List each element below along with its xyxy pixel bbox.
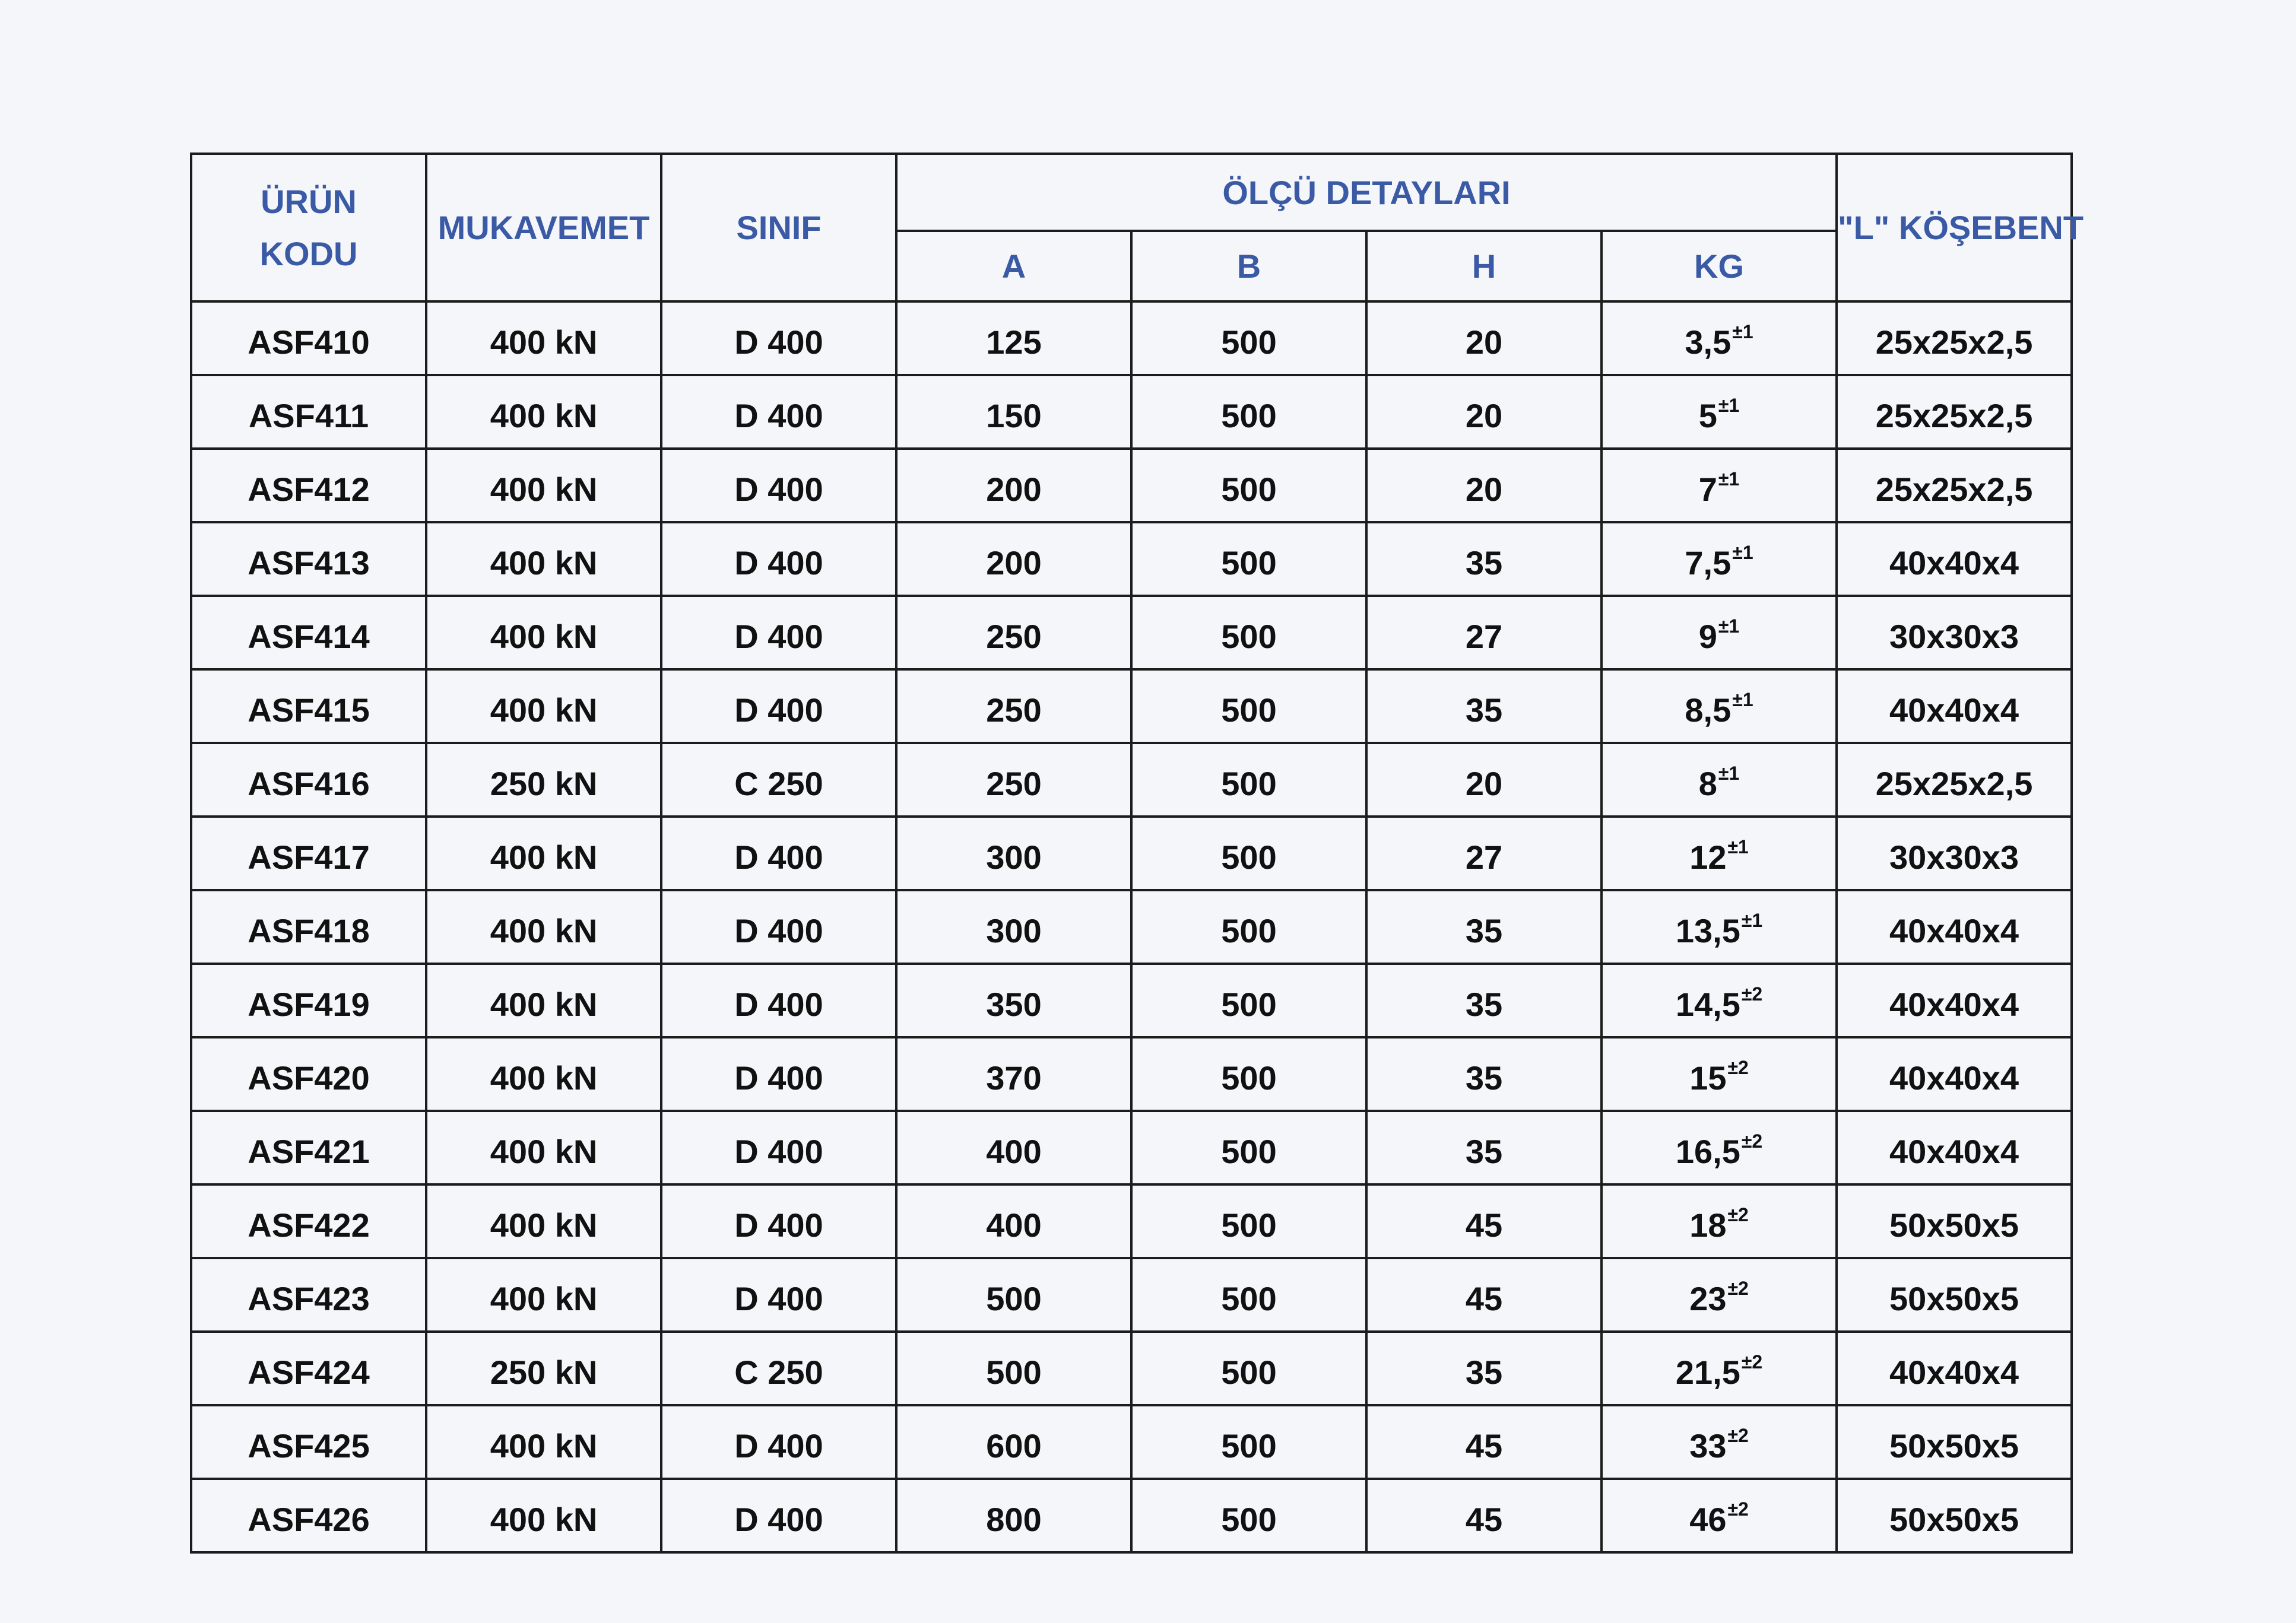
- weight-tolerance: ±2: [1727, 1424, 1749, 1446]
- cell-dim-b: 500: [1131, 817, 1366, 890]
- cell-strength: 400 kN: [426, 375, 661, 449]
- cell-dim-a: 800: [896, 1479, 1131, 1552]
- weight-value: 3,5: [1685, 323, 1731, 361]
- cell-class: D 400: [661, 890, 896, 964]
- cell-angle-iron: 40x40x4: [1837, 890, 2072, 964]
- cell-angle-iron: 50x50x5: [1837, 1405, 2072, 1479]
- cell-strength: 400 kN: [426, 301, 661, 375]
- cell-class: C 250: [661, 743, 896, 817]
- weight-value: 7: [1698, 470, 1717, 508]
- cell-strength: 400 kN: [426, 964, 661, 1037]
- cell-product-code: ASF422: [191, 1184, 426, 1258]
- cell-product-code: ASF411: [191, 375, 426, 449]
- cell-dim-h: 35: [1366, 669, 1602, 743]
- weight-tolerance: ±2: [1727, 1056, 1749, 1078]
- cell-angle-iron: 30x30x3: [1837, 596, 2072, 669]
- table-row: [191, 596, 2072, 669]
- product-spec-table: [190, 153, 2084, 1554]
- cell-angle-iron: 50x50x5: [1837, 1184, 2072, 1258]
- cell-weight-kg: [1602, 1111, 1837, 1184]
- cell-strength: 400 kN: [426, 1037, 661, 1111]
- cell-dim-h: 35: [1366, 1037, 1602, 1111]
- cell-dim-b: 500: [1131, 1405, 1366, 1479]
- cell-strength: 400 kN: [426, 817, 661, 890]
- cell-strength: 400 kN: [426, 1184, 661, 1258]
- cell-dim-h: 20: [1366, 301, 1602, 375]
- cell-product-code: ASF415: [191, 669, 426, 743]
- weight-value: 15: [1689, 1059, 1727, 1097]
- cell-dim-a: 500: [896, 1332, 1131, 1405]
- cell-class: D 400: [661, 1037, 896, 1111]
- cell-dim-a: 300: [896, 890, 1131, 964]
- weight-tolerance: ±1: [1718, 615, 1740, 637]
- cell-dim-a: 400: [896, 1111, 1131, 1184]
- header-dim-h: H: [1366, 231, 1602, 301]
- cell-angle-iron: 40x40x4: [1837, 1037, 2072, 1111]
- weight-value: 5: [1698, 396, 1717, 434]
- cell-dim-a: 600: [896, 1405, 1131, 1479]
- table-row: [191, 1037, 2072, 1111]
- weight-value: 46: [1689, 1500, 1727, 1538]
- cell-strength: 400 kN: [426, 1479, 661, 1552]
- cell-strength: 400 kN: [426, 1258, 661, 1332]
- cell-weight-kg: [1602, 449, 1837, 522]
- cell-angle-iron: 40x40x4: [1837, 522, 2072, 596]
- cell-dim-h: 35: [1366, 522, 1602, 596]
- cell-dim-b: 500: [1131, 1184, 1366, 1258]
- cell-product-code: ASF426: [191, 1479, 426, 1552]
- cell-dim-h: 20: [1366, 375, 1602, 449]
- cell-dim-a: 200: [896, 449, 1131, 522]
- cell-product-code: ASF417: [191, 817, 426, 890]
- header-dimension-details: ÖLÇÜ DETAYLARI: [896, 154, 1837, 231]
- cell-dim-b: 500: [1131, 743, 1366, 817]
- cell-weight-kg: [1602, 375, 1837, 449]
- header-product-code-line1: ÜRÜN: [261, 182, 357, 220]
- cell-dim-h: 35: [1366, 1332, 1602, 1405]
- weight-tolerance: ±2: [1727, 1498, 1749, 1520]
- cell-strength: 250 kN: [426, 1332, 661, 1405]
- cell-dim-a: 250: [896, 743, 1131, 817]
- cell-dim-b: 500: [1131, 1479, 1366, 1552]
- cell-product-code: ASF423: [191, 1258, 426, 1332]
- cell-class: D 400: [661, 1111, 896, 1184]
- header-product-code: [191, 154, 426, 301]
- cell-dim-a: 350: [896, 964, 1131, 1037]
- cell-strength: 400 kN: [426, 449, 661, 522]
- cell-product-code: ASF412: [191, 449, 426, 522]
- cell-weight-kg: [1602, 1332, 1837, 1405]
- weight-value: 21,5: [1675, 1353, 1740, 1391]
- weight-value: 18: [1689, 1206, 1727, 1244]
- weight-tolerance: ±1: [1732, 688, 1753, 710]
- cell-dim-h: 27: [1366, 596, 1602, 669]
- cell-dim-b: 500: [1131, 890, 1366, 964]
- cell-dim-b: 500: [1131, 375, 1366, 449]
- table-row: [191, 964, 2072, 1037]
- cell-dim-a: 200: [896, 522, 1131, 596]
- weight-tolerance: ±2: [1727, 1277, 1749, 1299]
- weight-value: 7,5: [1685, 544, 1731, 582]
- table-row: [191, 1479, 2072, 1552]
- cell-product-code: ASF424: [191, 1332, 426, 1405]
- table-row: [191, 817, 2072, 890]
- cell-dim-a: 370: [896, 1037, 1131, 1111]
- weight-value: 13,5: [1675, 911, 1740, 949]
- cell-class: D 400: [661, 1258, 896, 1332]
- cell-dim-b: 500: [1131, 1037, 1366, 1111]
- cell-dim-b: 500: [1131, 596, 1366, 669]
- cell-strength: 400 kN: [426, 890, 661, 964]
- cell-product-code: ASF419: [191, 964, 426, 1037]
- cell-dim-h: 45: [1366, 1479, 1602, 1552]
- header-row-top: [191, 154, 2072, 231]
- cell-dim-h: 35: [1366, 890, 1602, 964]
- table-row: [191, 1184, 2072, 1258]
- cell-class: D 400: [661, 449, 896, 522]
- cell-weight-kg: [1602, 669, 1837, 743]
- cell-dim-h: 45: [1366, 1184, 1602, 1258]
- weight-tolerance: ±1: [1741, 909, 1763, 931]
- cell-product-code: ASF416: [191, 743, 426, 817]
- table-row: [191, 449, 2072, 522]
- cell-angle-iron: 40x40x4: [1837, 669, 2072, 743]
- cell-strength: 400 kN: [426, 1405, 661, 1479]
- cell-strength: 400 kN: [426, 596, 661, 669]
- cell-angle-iron: 40x40x4: [1837, 964, 2072, 1037]
- header-strength: MUKAVEMET: [426, 154, 661, 301]
- cell-product-code: ASF410: [191, 301, 426, 375]
- cell-product-code: ASF414: [191, 596, 426, 669]
- cell-weight-kg: [1602, 964, 1837, 1037]
- table-header: [191, 154, 2084, 301]
- weight-tolerance: ±1: [1718, 468, 1740, 490]
- cell-weight-kg: [1602, 1037, 1837, 1111]
- cell-class: D 400: [661, 1405, 896, 1479]
- cell-dim-a: 300: [896, 817, 1131, 890]
- cell-product-code: ASF421: [191, 1111, 426, 1184]
- table-body: [191, 301, 2072, 1552]
- header-weight-kg: KG: [1602, 231, 1837, 301]
- cell-dim-a: 250: [896, 669, 1131, 743]
- cell-dim-b: 500: [1131, 669, 1366, 743]
- cell-weight-kg: [1602, 1479, 1837, 1552]
- cell-class: D 400: [661, 596, 896, 669]
- product-spec-sheet: [190, 153, 2084, 1554]
- weight-tolerance: ±2: [1741, 1351, 1763, 1373]
- table-row: [191, 1111, 2072, 1184]
- cell-dim-h: 20: [1366, 743, 1602, 817]
- cell-class: D 400: [661, 1184, 896, 1258]
- weight-tolerance: ±2: [1727, 1203, 1749, 1225]
- header-product-code-line2: KODU: [259, 234, 358, 272]
- cell-dim-a: 125: [896, 301, 1131, 375]
- cell-weight-kg: [1602, 596, 1837, 669]
- cell-class: D 400: [661, 375, 896, 449]
- table-row: [191, 1258, 2072, 1332]
- cell-weight-kg: [1602, 301, 1837, 375]
- cell-angle-iron: 25x25x2,5: [1837, 375, 2072, 449]
- cell-weight-kg: [1602, 1184, 1837, 1258]
- cell-angle-iron: 25x25x2,5: [1837, 449, 2072, 522]
- cell-dim-h: 20: [1366, 449, 1602, 522]
- table-row: [191, 890, 2072, 964]
- weight-value: 9: [1698, 617, 1717, 655]
- table-row: [191, 743, 2072, 817]
- header-class: SINIF: [661, 154, 896, 301]
- weight-tolerance: ±2: [1741, 1130, 1763, 1152]
- weight-value: 33: [1689, 1427, 1727, 1465]
- cell-dim-a: 400: [896, 1184, 1131, 1258]
- table-row: [191, 1332, 2072, 1405]
- cell-dim-a: 500: [896, 1258, 1131, 1332]
- weight-tolerance: ±1: [1727, 836, 1749, 857]
- cell-weight-kg: [1602, 1258, 1837, 1332]
- cell-angle-iron: 25x25x2,5: [1837, 301, 2072, 375]
- table-row: [191, 375, 2072, 449]
- cell-weight-kg: [1602, 1405, 1837, 1479]
- table-row: [191, 301, 2072, 375]
- cell-dim-b: 500: [1131, 301, 1366, 375]
- cell-class: D 400: [661, 1479, 896, 1552]
- weight-value: 8: [1698, 764, 1717, 802]
- cell-strength: 400 kN: [426, 1111, 661, 1184]
- header-angle-iron: "L" KÖŞEBENT: [1837, 154, 2072, 301]
- weight-tolerance: ±2: [1741, 983, 1763, 1005]
- weight-value: 23: [1689, 1279, 1727, 1317]
- cell-product-code: ASF418: [191, 890, 426, 964]
- weight-value: 16,5: [1675, 1132, 1740, 1170]
- cell-weight-kg: [1602, 743, 1837, 817]
- weight-value: 14,5: [1675, 985, 1740, 1023]
- cell-class: D 400: [661, 817, 896, 890]
- cell-weight-kg: [1602, 817, 1837, 890]
- cell-product-code: ASF413: [191, 522, 426, 596]
- cell-weight-kg: [1602, 890, 1837, 964]
- cell-strength: 400 kN: [426, 522, 661, 596]
- cell-class: D 400: [661, 301, 896, 375]
- weight-value: 8,5: [1685, 691, 1731, 729]
- cell-class: C 250: [661, 1332, 896, 1405]
- cell-angle-iron: 40x40x4: [1837, 1111, 2072, 1184]
- cell-dim-h: 35: [1366, 1111, 1602, 1184]
- cell-dim-a: 150: [896, 375, 1131, 449]
- cell-dim-h: 35: [1366, 964, 1602, 1037]
- header-dim-b: B: [1131, 231, 1366, 301]
- cell-product-code: ASF420: [191, 1037, 426, 1111]
- table-row: [191, 669, 2072, 743]
- cell-dim-h: 45: [1366, 1258, 1602, 1332]
- cell-angle-iron: 30x30x3: [1837, 817, 2072, 890]
- cell-angle-iron: 40x40x4: [1837, 1332, 2072, 1405]
- cell-dim-b: 500: [1131, 964, 1366, 1037]
- weight-tolerance: ±1: [1718, 762, 1740, 784]
- weight-value: 12: [1689, 838, 1727, 876]
- cell-product-code: ASF425: [191, 1405, 426, 1479]
- cell-class: D 400: [661, 522, 896, 596]
- cell-dim-a: 250: [896, 596, 1131, 669]
- weight-tolerance: ±1: [1718, 394, 1740, 416]
- cell-class: D 400: [661, 669, 896, 743]
- cell-dim-b: 500: [1131, 1258, 1366, 1332]
- weight-tolerance: ±1: [1732, 320, 1753, 342]
- cell-dim-b: 500: [1131, 449, 1366, 522]
- cell-strength: 400 kN: [426, 669, 661, 743]
- table-row: [191, 522, 2072, 596]
- cell-dim-b: 500: [1131, 1332, 1366, 1405]
- table-row: [191, 1405, 2072, 1479]
- cell-strength: 250 kN: [426, 743, 661, 817]
- cell-angle-iron: 50x50x5: [1837, 1479, 2072, 1552]
- header-dim-a: A: [896, 231, 1131, 301]
- cell-angle-iron: 50x50x5: [1837, 1258, 2072, 1332]
- cell-weight-kg: [1602, 522, 1837, 596]
- cell-class: D 400: [661, 964, 896, 1037]
- weight-tolerance: ±1: [1732, 541, 1753, 563]
- cell-dim-b: 500: [1131, 1111, 1366, 1184]
- cell-dim-h: 27: [1366, 817, 1602, 890]
- cell-dim-b: 500: [1131, 522, 1366, 596]
- cell-angle-iron: 25x25x2,5: [1837, 743, 2072, 817]
- cell-dim-h: 45: [1366, 1405, 1602, 1479]
